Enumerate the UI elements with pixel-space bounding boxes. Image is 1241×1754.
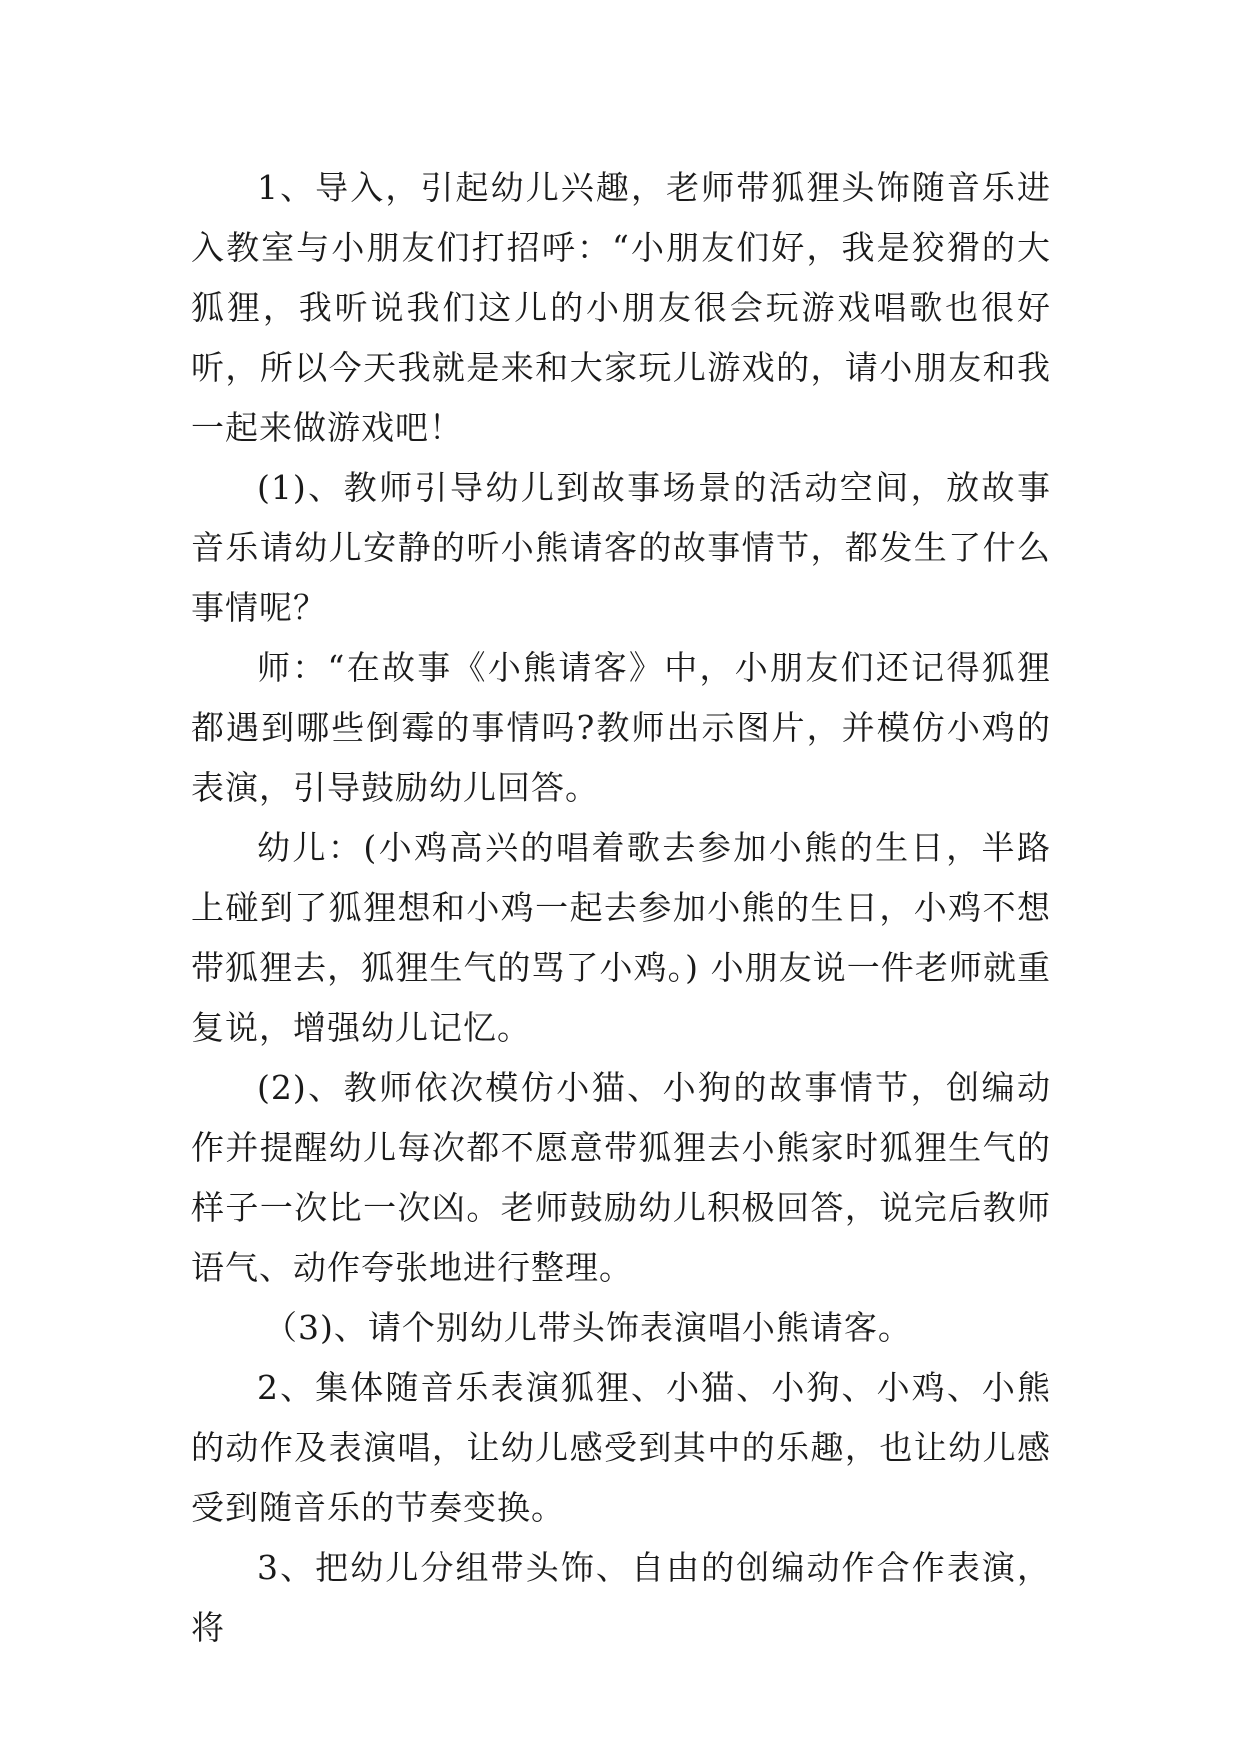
document-page [191, 158, 1051, 1658]
paragraph-free-creation: 3、把幼儿分组带头饰、自由的创编动作合作表演，将 [191, 1548, 1051, 1647]
paragraph-step-1: (1)、教师引导幼儿到故事场景的活动空间，放故事音乐请幼儿安静的听小熊请客的故事情节，都发生了什么事情呢？ [191, 468, 1051, 627]
paragraph-intro: 1、导入，引起幼儿兴趣，老师带狐狸头饰随音乐进入教室与小朋友们打招呼：“小朋友们好，我是狡猾的大狐狸，我听说我们这儿的小朋友很会玩游戏唱歌也很好听，所以今天我就是来和大家玩儿游戏的，请小朋友和我一起来做游戏吧！ [191, 168, 1051, 447]
paragraph-step-3: （3)、请个别幼儿带头饰表演唱小熊请客。 [264, 1308, 912, 1347]
paragraph-group-performance: 2、集体随音乐表演狐狸、小猫、小狗、小鸡、小熊的动作及表演唱，让幼儿感受到其中的乐趣，也让幼儿感受到随音乐的节奏变换。 [191, 1368, 1051, 1527]
paragraph-children-answer: 幼儿：(小鸡高兴的唱着歌去参加小熊的生日，半路上碰到了狐狸想和小鸡一起去参加小熊的生日，小鸡不想带狐狸去，狐狸生气的骂了小鸡。) 小朋友说一件老师就重复说，增强幼儿记忆。 [191, 828, 1051, 1047]
paragraph-step-2: (2)、教师依次模仿小猫、小狗的故事情节，创编动作并提醒幼儿每次都不愿意带狐狸去小熊家时狐狸生气的样子一次比一次凶。老师鼓励幼儿积极回答，说完后教师语气、动作夸张地进行整理。 [191, 1068, 1051, 1287]
paragraph-teacher-question: 师：“在故事《小熊请客》中，小朋友们还记得狐狸都遇到哪些倒霉的事情吗?教师出示图片，并模仿小鸡的表演，引导鼓励幼儿回答。 [191, 648, 1051, 807]
